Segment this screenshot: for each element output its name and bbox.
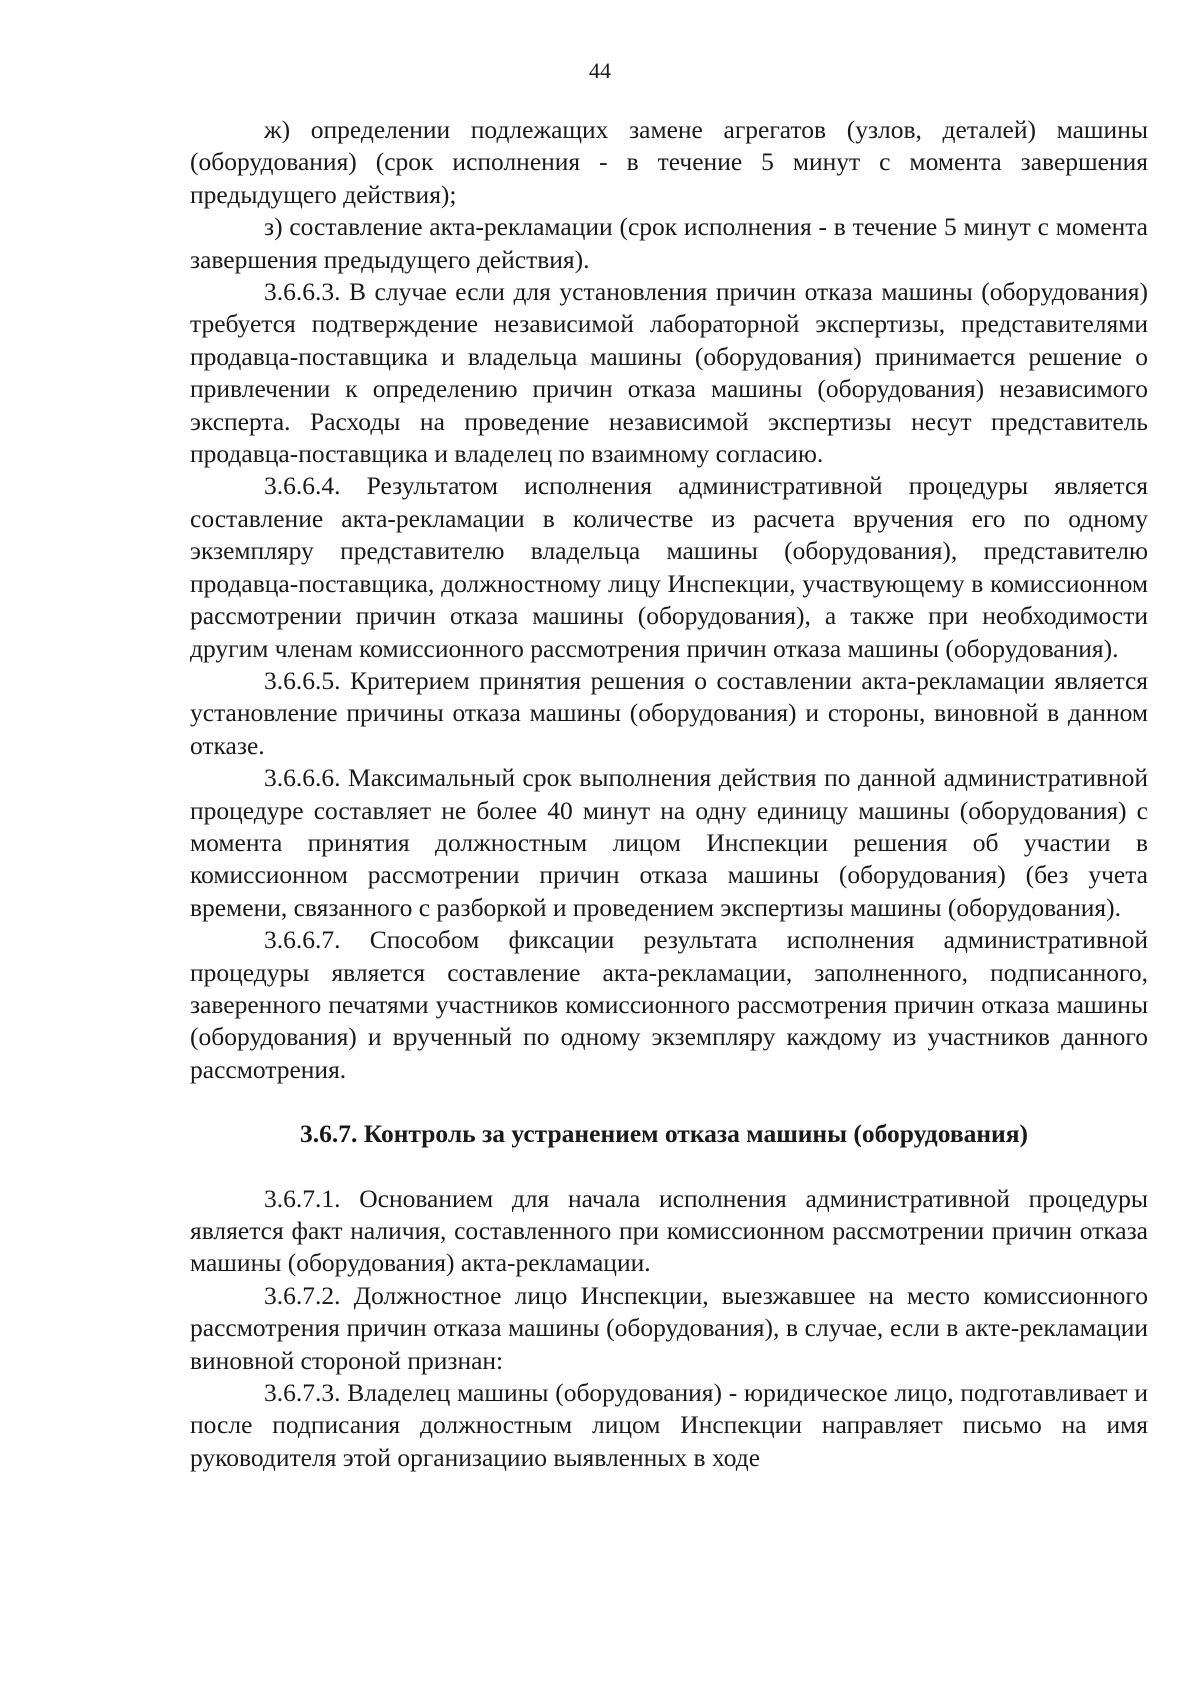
paragraph-3-6-7-2: 3.6.7.2. Должностное лицо Инспекции, выезжавшее на место комиссионного рассмотрения причин отказа машины (оборудования), в случае, если в акте-рекламации виновной стороной признан: <box>190 1280 1148 1375</box>
paragraph-3-6-7-3: 3.6.7.3. Владелец машины (оборудования) - юридическое лицо, подготавливает и после подписания должностным лицом Инспекции направляет письмо на имя руководителя этой организацииo выявленных в ходе <box>190 1378 1148 1472</box>
paragraph-3-6-7-1: 3.6.7.1. Основанием для начала исполнения административной процедуры является факт наличия, составленного при комиссионном рассмотрении причин отказа машины (оборудования) акта-рекламации. <box>190 1183 1148 1278</box>
paragraph-zh: ж) определении подлежащих замене агрегатов (узлов, деталей) машины (оборудования) (срок исполнения - в течение 5 минут с момента завершения предыдущего действия); <box>190 115 1148 209</box>
document-body <box>190 114 1148 1474</box>
paragraph-3-6-6-3: 3.6.6.3. В случае если для установления причин отказа машины (оборудования) требуется подтверждение независимой лабораторной экспертизы, представителями продавца-поставщика и владельца машины (оборудования) принимается решение о привлечении к определению причин отказа машины (оборудования) независимого эксперта. Расходы на проведение независимой экспертизы несут представитель продавца-поставщика и владелец по взаимному согласию. <box>190 277 1148 469</box>
paragraph-3-6-6-7: 3.6.6.7. Способом фиксации результата исполнения административной процедуры является составление акта-рекламации, заполненного, подписанного, заверенного печатями участников комиссионного рассмотрения причин отказа машины (оборудования) и врученный по одному экземпляру каждому из участников данного рассмотрения. <box>190 925 1148 1084</box>
paragraph-3-6-6-4: 3.6.6.4. Результатом исполнения административной процедуры является составление акта-рекламации в количестве из расчета вручения его по одному экземпляру представителю владельца машины (оборудования), представителю продавца-поставщика, должностному лицу Инспекции, участвующему в комиссионном рассмотрении причин отказа машины (оборудования), а также при необходимости другим членам комиссионного рассмотрения причин отказа машины (оборудования). <box>190 471 1148 663</box>
paragraph-3-6-6-5: 3.6.6.5. Критерием принятия решения о составлении акта-рекламации является установление причины отказа машины (оборудования) и стороны, виновной в данном отказе. <box>190 665 1148 760</box>
paragraph-z: з) составление акта-рекламации (срок исполнения - в течение 5 минут с момента завершения предыдущего действия). <box>190 212 1148 274</box>
section-heading: 3.6.7. Контроль за устранением отказа машины (оборудования) <box>300 1119 1029 1149</box>
paragraph-3-6-6-6: 3.6.6.6. Максимальный срок выполнения действия по данной административной процедуре составляет не более 40 минут на одну единицу машины (оборудования) с момента принятия должностным лицом Инспекции решения об участии в комиссионном рассмотрении причин отказа машины (оборудования) (без учета времени, связанного с разборкой и проведением экспертизы машины (оборудования). <box>190 763 1148 922</box>
page-number: 44 <box>589 58 611 83</box>
